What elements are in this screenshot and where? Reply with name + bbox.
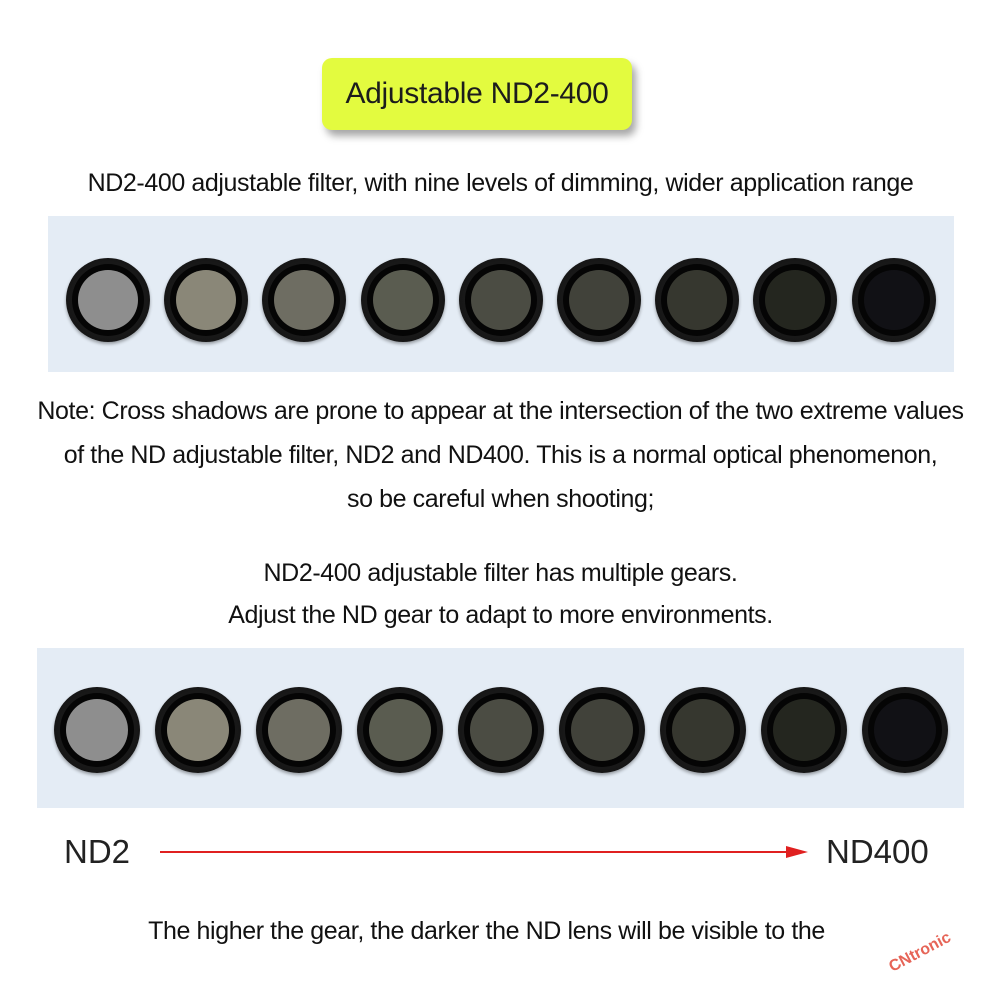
nd-filter-lens-icon bbox=[262, 258, 346, 342]
watermark-logo: CNtronic bbox=[886, 928, 954, 976]
nd-filter-glass bbox=[373, 270, 433, 330]
lens-row-bottom bbox=[37, 648, 964, 808]
nd-filter-lens-icon bbox=[155, 687, 241, 773]
filter-panel-top bbox=[48, 216, 954, 372]
nd-filter-lens-icon bbox=[66, 258, 150, 342]
nd-filter-glass bbox=[470, 699, 532, 761]
bottom-text: The higher the gear, the darker the ND lens will be visible to the bbox=[148, 917, 825, 945]
nd-filter-glass bbox=[176, 270, 236, 330]
nd-filter-glass bbox=[369, 699, 431, 761]
nd-filter-glass bbox=[569, 270, 629, 330]
note-line-1: Note: Cross shadows are prone to appear at the intersection of the two extreme values bbox=[37, 397, 964, 425]
nd-filter-glass bbox=[274, 270, 334, 330]
filter-panel-bottom bbox=[37, 648, 964, 808]
nd-filter-lens-icon bbox=[164, 258, 248, 342]
nd-filter-lens-icon bbox=[357, 687, 443, 773]
note-line-3: so be careful when shooting; bbox=[346, 485, 655, 513]
nd-filter-glass bbox=[167, 699, 229, 761]
range-end-label: ND400 bbox=[826, 833, 929, 870]
nd-filter-lens-icon bbox=[660, 687, 746, 773]
nd-filter-glass bbox=[571, 699, 633, 761]
nd-filter-lens-icon bbox=[54, 687, 140, 773]
nd-filter-lens-icon bbox=[655, 258, 739, 342]
range-start-label: ND2 bbox=[64, 833, 131, 870]
nd-filter-lens-icon bbox=[559, 687, 645, 773]
nd-filter-lens-icon bbox=[753, 258, 837, 342]
nd-filter-glass bbox=[471, 270, 531, 330]
nd-filter-lens-icon bbox=[361, 258, 445, 342]
range-arrow-icon bbox=[160, 842, 810, 862]
nd-filter-lens-icon bbox=[459, 258, 543, 342]
gear-line-1: ND2-400 adjustable filter has multiple gears. bbox=[263, 559, 738, 587]
nd-filter-glass bbox=[78, 270, 138, 330]
nd-filter-glass bbox=[864, 270, 924, 330]
subtitle: ND2-400 adjustable filter, with nine levels of dimming, wider application range bbox=[87, 169, 914, 197]
nd-filter-glass bbox=[874, 699, 936, 761]
nd-filter-lens-icon bbox=[862, 687, 948, 773]
nd-filter-glass bbox=[667, 270, 727, 330]
nd-filter-glass bbox=[765, 270, 825, 330]
nd-filter-glass bbox=[268, 699, 330, 761]
nd-filter-lens-icon bbox=[761, 687, 847, 773]
nd-filter-lens-icon bbox=[852, 258, 936, 342]
nd-filter-glass bbox=[773, 699, 835, 761]
note-line-2: of the ND adjustable filter, ND2 and ND400. This is a normal optical phenomenon, bbox=[63, 441, 938, 469]
gear-line-2: Adjust the ND gear to adapt to more environments. bbox=[228, 601, 773, 629]
nd-filter-lens-icon bbox=[256, 687, 342, 773]
nd-filter-lens-icon bbox=[557, 258, 641, 342]
nd-filter-lens-icon bbox=[458, 687, 544, 773]
lens-row-top bbox=[48, 216, 954, 372]
nd-filter-glass bbox=[672, 699, 734, 761]
nd-filter-glass bbox=[66, 699, 128, 761]
title-badge: Adjustable ND2-400 bbox=[322, 58, 632, 130]
